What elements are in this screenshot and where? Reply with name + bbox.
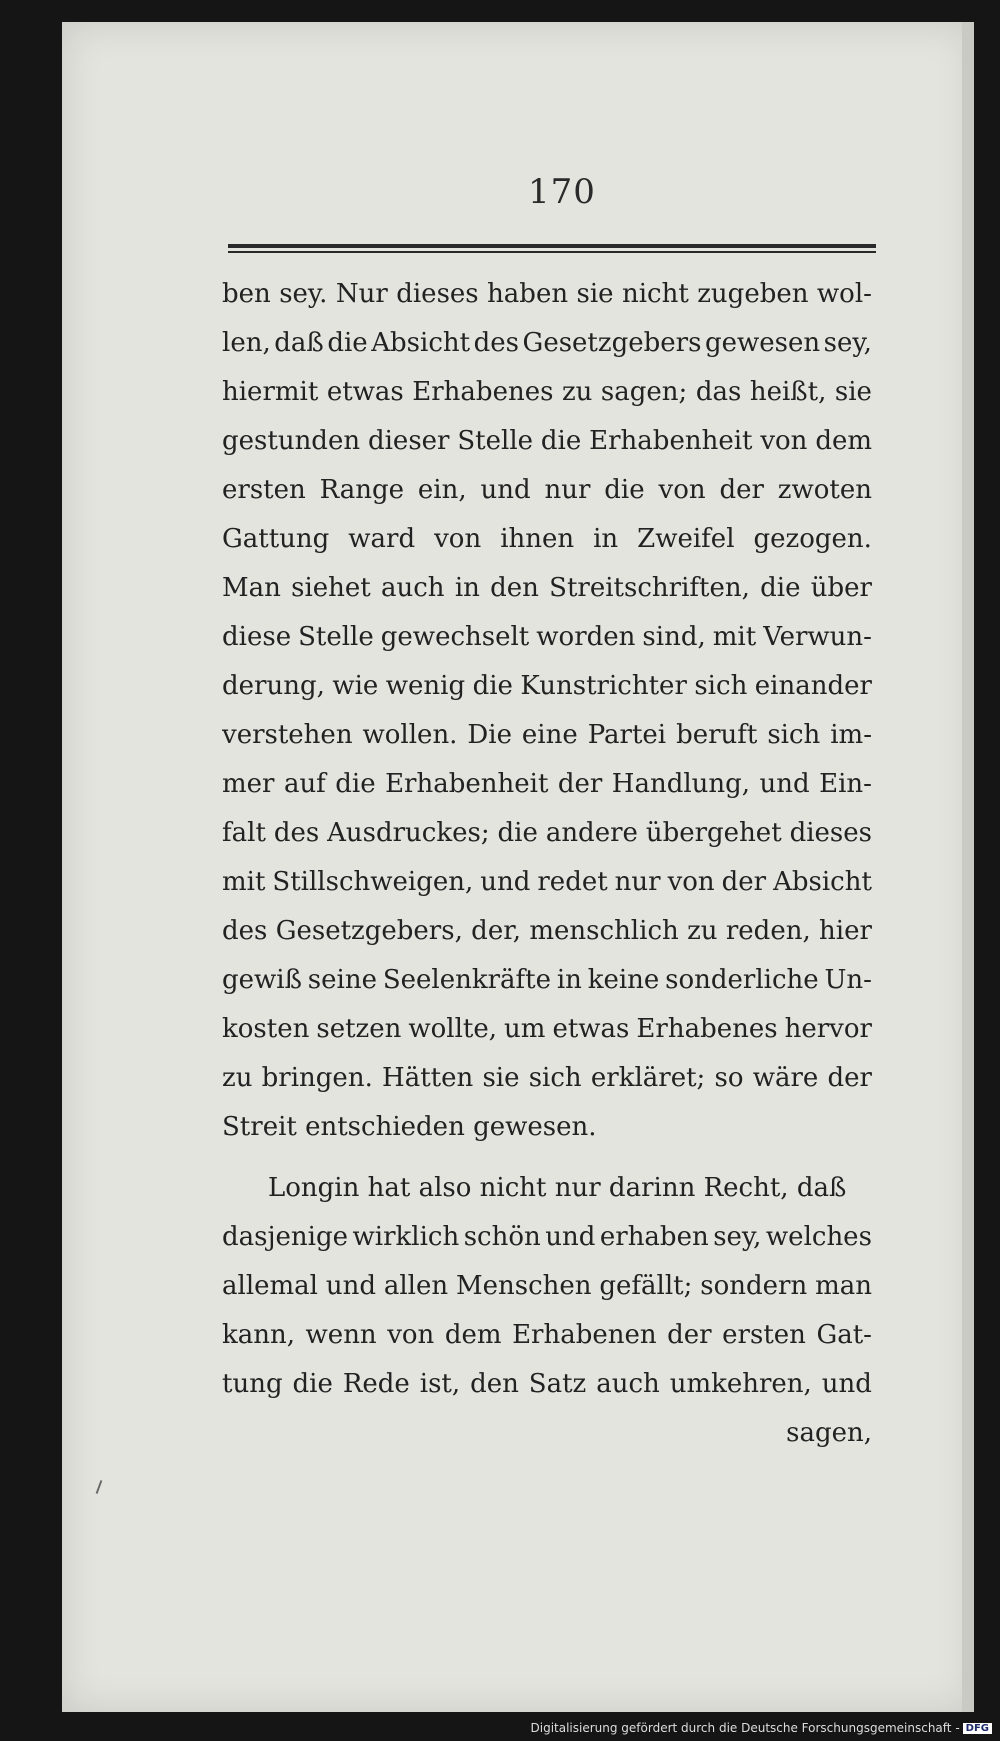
word: Gesetzgebers: [522, 328, 702, 358]
word: len,: [222, 328, 271, 358]
word: reden,: [725, 916, 811, 946]
word: Gat-: [816, 1320, 872, 1350]
word: wollte,: [408, 1014, 498, 1044]
line-text: sagen,: [786, 1418, 872, 1448]
word: Seelenkräfte: [382, 965, 551, 995]
text-line: [222, 662, 872, 711]
word: zu: [561, 377, 593, 407]
word: Nur: [335, 279, 388, 309]
word: die: [335, 769, 376, 799]
word: Rede: [342, 1369, 410, 1399]
word: diese: [222, 622, 292, 652]
text-line: [222, 1054, 872, 1103]
word: daß: [274, 328, 324, 358]
word: und: [480, 475, 531, 505]
text-line: [222, 368, 872, 417]
word: Erhabenheit: [385, 769, 549, 799]
word: sich: [694, 671, 748, 701]
word: redet: [537, 867, 608, 897]
text-line: [222, 319, 872, 368]
word: die: [604, 475, 645, 505]
word: Handlung,: [611, 769, 751, 799]
word: sie: [576, 279, 614, 309]
word: Streitschriften,: [549, 573, 750, 603]
text-line: [222, 270, 872, 319]
text-line: [222, 1005, 872, 1054]
word: wäre: [752, 1063, 819, 1093]
word: Die: [467, 720, 512, 750]
word: von: [434, 524, 482, 554]
word: ein,: [417, 475, 467, 505]
word: erhaben: [599, 1222, 709, 1252]
word: der,: [471, 916, 522, 946]
word: etwas: [326, 377, 404, 407]
word: erkläret;: [590, 1063, 706, 1093]
text-line: [222, 466, 872, 515]
word: sey,: [823, 328, 872, 358]
word: zwoten: [777, 475, 872, 505]
text-line: [222, 1360, 872, 1409]
word: siehet: [291, 573, 371, 603]
word: dem: [444, 1320, 502, 1350]
word: hier: [819, 916, 872, 946]
word: Range: [319, 475, 405, 505]
word: so: [714, 1063, 744, 1093]
word: derung,: [222, 671, 325, 701]
text-line: [222, 1262, 872, 1311]
word: Erhabenheit: [589, 426, 753, 456]
word: sey.: [279, 279, 328, 309]
page-edge: [962, 22, 974, 1712]
word: kann,: [222, 1320, 296, 1350]
word: ward: [348, 524, 416, 554]
word: sich: [528, 1063, 582, 1093]
word: Zweifel: [637, 524, 735, 554]
line-text: Longin hat also nicht nur darinn Recht, daß: [268, 1173, 847, 1203]
word: von: [667, 867, 715, 897]
word: wol-: [816, 279, 872, 309]
word: in: [556, 965, 582, 995]
word: setzen: [316, 1014, 402, 1044]
word: Stelle: [298, 622, 374, 652]
text-line: [222, 809, 872, 858]
word: hervor: [784, 1014, 872, 1044]
word: gefällt;: [599, 1271, 693, 1301]
word: menschlich: [529, 916, 679, 946]
word: worden: [536, 622, 636, 652]
word: von: [387, 1320, 435, 1350]
word: des: [273, 818, 320, 848]
text-line: [222, 956, 872, 1005]
word: welches: [765, 1222, 872, 1252]
word: gestunden: [222, 426, 361, 456]
word: keine: [587, 965, 660, 995]
word: Ausdruckes;: [327, 818, 490, 848]
word: der: [827, 1063, 872, 1093]
word: nur: [544, 475, 591, 505]
text-line: [222, 1213, 872, 1262]
word: wirklich: [352, 1222, 460, 1252]
word: von: [760, 426, 808, 456]
text-line: [222, 613, 872, 662]
word: Kunstrichter: [520, 671, 687, 701]
word: Menschen: [455, 1271, 592, 1301]
word: zu: [222, 1063, 253, 1093]
word: gewechselt: [380, 622, 530, 652]
word: etwas: [552, 1014, 630, 1044]
word: dasjenige: [222, 1222, 349, 1252]
word: sagen;: [600, 377, 688, 407]
word: sie: [834, 377, 872, 407]
word: dieses: [396, 279, 479, 309]
word: andere: [545, 818, 638, 848]
word: dem: [815, 426, 872, 456]
word: Stillschweigen,: [272, 867, 474, 897]
word: Ein-: [819, 769, 872, 799]
header-rule-thin: [228, 251, 876, 253]
word: Verwun-: [763, 622, 872, 652]
word: gewesen: [704, 328, 821, 358]
word: verstehen: [222, 720, 353, 750]
word: sich: [767, 720, 821, 750]
line-text: Streit entschieden gewesen.: [222, 1112, 597, 1142]
word: Hätten: [382, 1063, 474, 1093]
word: der: [557, 769, 603, 799]
word: Gesetzgebers,: [275, 916, 463, 946]
word: mit: [222, 867, 266, 897]
word: auch: [596, 1369, 660, 1399]
word: nicht: [621, 279, 689, 309]
word: hiermit: [222, 377, 319, 407]
text-line: [222, 417, 872, 466]
word: wenn: [305, 1320, 377, 1350]
word: von: [658, 475, 706, 505]
text-line: [222, 1409, 872, 1458]
word: beruft: [676, 720, 758, 750]
word: sie: [482, 1063, 520, 1093]
word: die: [497, 818, 538, 848]
word: mit: [712, 622, 757, 652]
word: man: [815, 1271, 872, 1301]
word: ist,: [419, 1369, 461, 1399]
word: und: [759, 769, 810, 799]
word: allemal: [222, 1271, 318, 1301]
word: die: [292, 1369, 333, 1399]
word: Absicht: [773, 867, 872, 897]
word: allen: [383, 1271, 449, 1301]
word: eine: [521, 720, 578, 750]
word: heißt,: [749, 377, 827, 407]
word: mer: [222, 769, 275, 799]
word: im-: [830, 720, 872, 750]
word: sondern: [700, 1271, 808, 1301]
word: auch: [381, 573, 445, 603]
word: die: [540, 426, 582, 456]
word: falt: [222, 818, 266, 848]
text-line: [222, 1164, 872, 1213]
word: wie: [332, 671, 379, 701]
word: der: [667, 1320, 712, 1350]
word: Man: [222, 573, 281, 603]
word: der: [721, 867, 767, 897]
word: übergehet: [645, 818, 782, 848]
text-line: [222, 858, 872, 907]
word: umkehren,: [669, 1369, 812, 1399]
word: des: [222, 916, 268, 946]
header-rule-thick: [228, 244, 876, 248]
word: über: [810, 573, 872, 603]
word: einander: [754, 671, 872, 701]
word: zu: [687, 916, 718, 946]
word: zugeben: [697, 279, 809, 309]
word: das: [695, 377, 742, 407]
word: dieser: [367, 426, 450, 456]
word: und: [821, 1369, 872, 1399]
word: wenig: [385, 671, 466, 701]
word: gewiß: [222, 965, 302, 995]
page-number: 170: [528, 172, 596, 212]
word: und: [545, 1222, 596, 1252]
word: die: [472, 671, 513, 701]
word: ihnen: [500, 524, 575, 554]
word: kosten: [222, 1014, 310, 1044]
word: den: [470, 1369, 519, 1399]
dfg-logo-icon: DFG: [963, 1723, 992, 1734]
word: wollen.: [362, 720, 458, 750]
word: des: [473, 328, 519, 358]
word: dieses: [789, 818, 872, 848]
word: der: [719, 475, 764, 505]
word: auf: [283, 769, 326, 799]
word: Satz: [528, 1369, 587, 1399]
body-text: [222, 270, 872, 1458]
word: bringen.: [261, 1063, 373, 1093]
word: Un-: [824, 965, 872, 995]
word: sonderliche: [665, 965, 819, 995]
text-line: [222, 907, 872, 956]
word: haben: [487, 279, 569, 309]
word: Erhabenes: [412, 377, 554, 407]
word: und: [325, 1271, 376, 1301]
text-line: [222, 1311, 872, 1360]
text-line: [222, 564, 872, 613]
word: Gattung: [222, 524, 330, 554]
word: in: [593, 524, 619, 554]
word: in: [454, 573, 480, 603]
word: sind,: [642, 622, 706, 652]
paragraph-break: [222, 1152, 872, 1164]
word: Erhabenes: [636, 1014, 778, 1044]
word: und: [480, 867, 531, 897]
word: ersten: [722, 1320, 806, 1350]
text-line: [222, 1103, 872, 1152]
digitization-footer: [0, 1721, 1000, 1735]
word: Absicht: [371, 328, 471, 358]
word: ersten: [222, 475, 306, 505]
word: seine: [307, 965, 377, 995]
word: Partei: [587, 720, 667, 750]
word: Erhabenen: [512, 1320, 657, 1350]
word: die: [327, 328, 368, 358]
text-line: [222, 711, 872, 760]
text-line: [222, 515, 872, 564]
footer-text: Digitalisierung gefördert durch die Deutsche Forschungsgemeinschaft -: [530, 1721, 960, 1735]
word: gezogen.: [753, 524, 872, 554]
text-line: [222, 760, 872, 809]
word: den: [490, 573, 539, 603]
word: Stelle: [457, 426, 534, 456]
word: tung: [222, 1369, 283, 1399]
word: sey,: [713, 1222, 762, 1252]
word: schön: [463, 1222, 541, 1252]
word: die: [760, 573, 801, 603]
word: ben: [222, 279, 271, 309]
word: um: [504, 1014, 546, 1044]
word: nur: [614, 867, 661, 897]
